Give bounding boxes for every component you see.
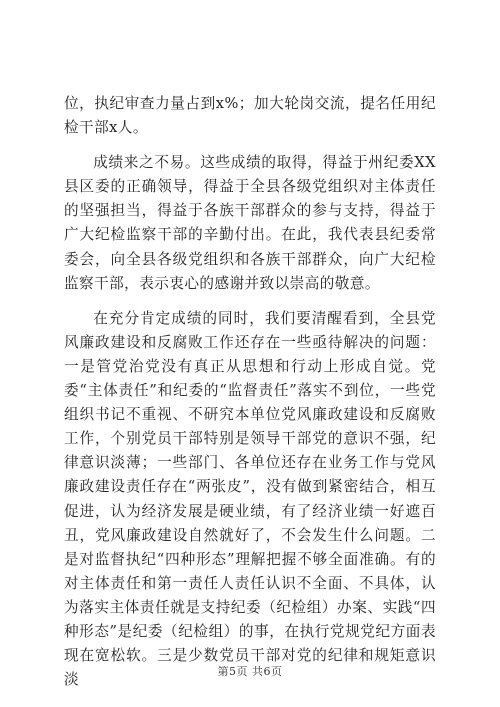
paragraph-problems: 在充分肯定成绩的同时，我们要清醒看到，全县党风廉政建设和反腐败工作还存在一些亟待解决的问题：一是管党治党没有真正从思想和行动上形成自觉。党委“主体责任”和纪委的“监督责任”落实不到位，一些党组织书记不重视、不研究本单位党风廉政建设和反腐败工作，个别党员干部特别是领导干部党的意识不强，纪律意识淡薄；一些部门、各单位还存在业务工作与党风廉政建设责任存在“两张皮”，没有做到紧密结合，相互促进，认为经济发展是硬业绩，有了经济业绩一好遮百丑，党风廉政建设自然就好了，不会发生什么问题。二是对监督执纪“四种形态”理解把握不够全面准确。有的对主体责任和第一责任人责任认识不全面、不具体，认为落实主体责任就是支持纪委（纪检组）办案、实践“四种形态”是纪委（纪检组）的事，在执行党规党纪方面表现在宽松软。三是少数党员干部对党的纪律和规矩意识淡 [64,309,436,689]
paragraph-achievements: 成绩来之不易。这些成绩的取得，得益于州纪委XX县区委的正确领导，得益于全县各级党组织对主体责任的坚强担当，得益于各族干部群众的参与支持，得益于广大纪检监察干部的辛勤付出。在此，我代表县纪委常委会，向全县各级党组织和各族干部群众，向广大纪检监察干部，表示衷心的感谢并致以崇高的敬意。 [64,154,436,292]
page-number-footer: 第5页 共6页 [217,665,283,678]
document-body [64,92,436,692]
paragraph-continuation: 位，执纪审查力量占到x%；加大轮岗交流，提名任用纪检干部x人。 [64,95,436,137]
